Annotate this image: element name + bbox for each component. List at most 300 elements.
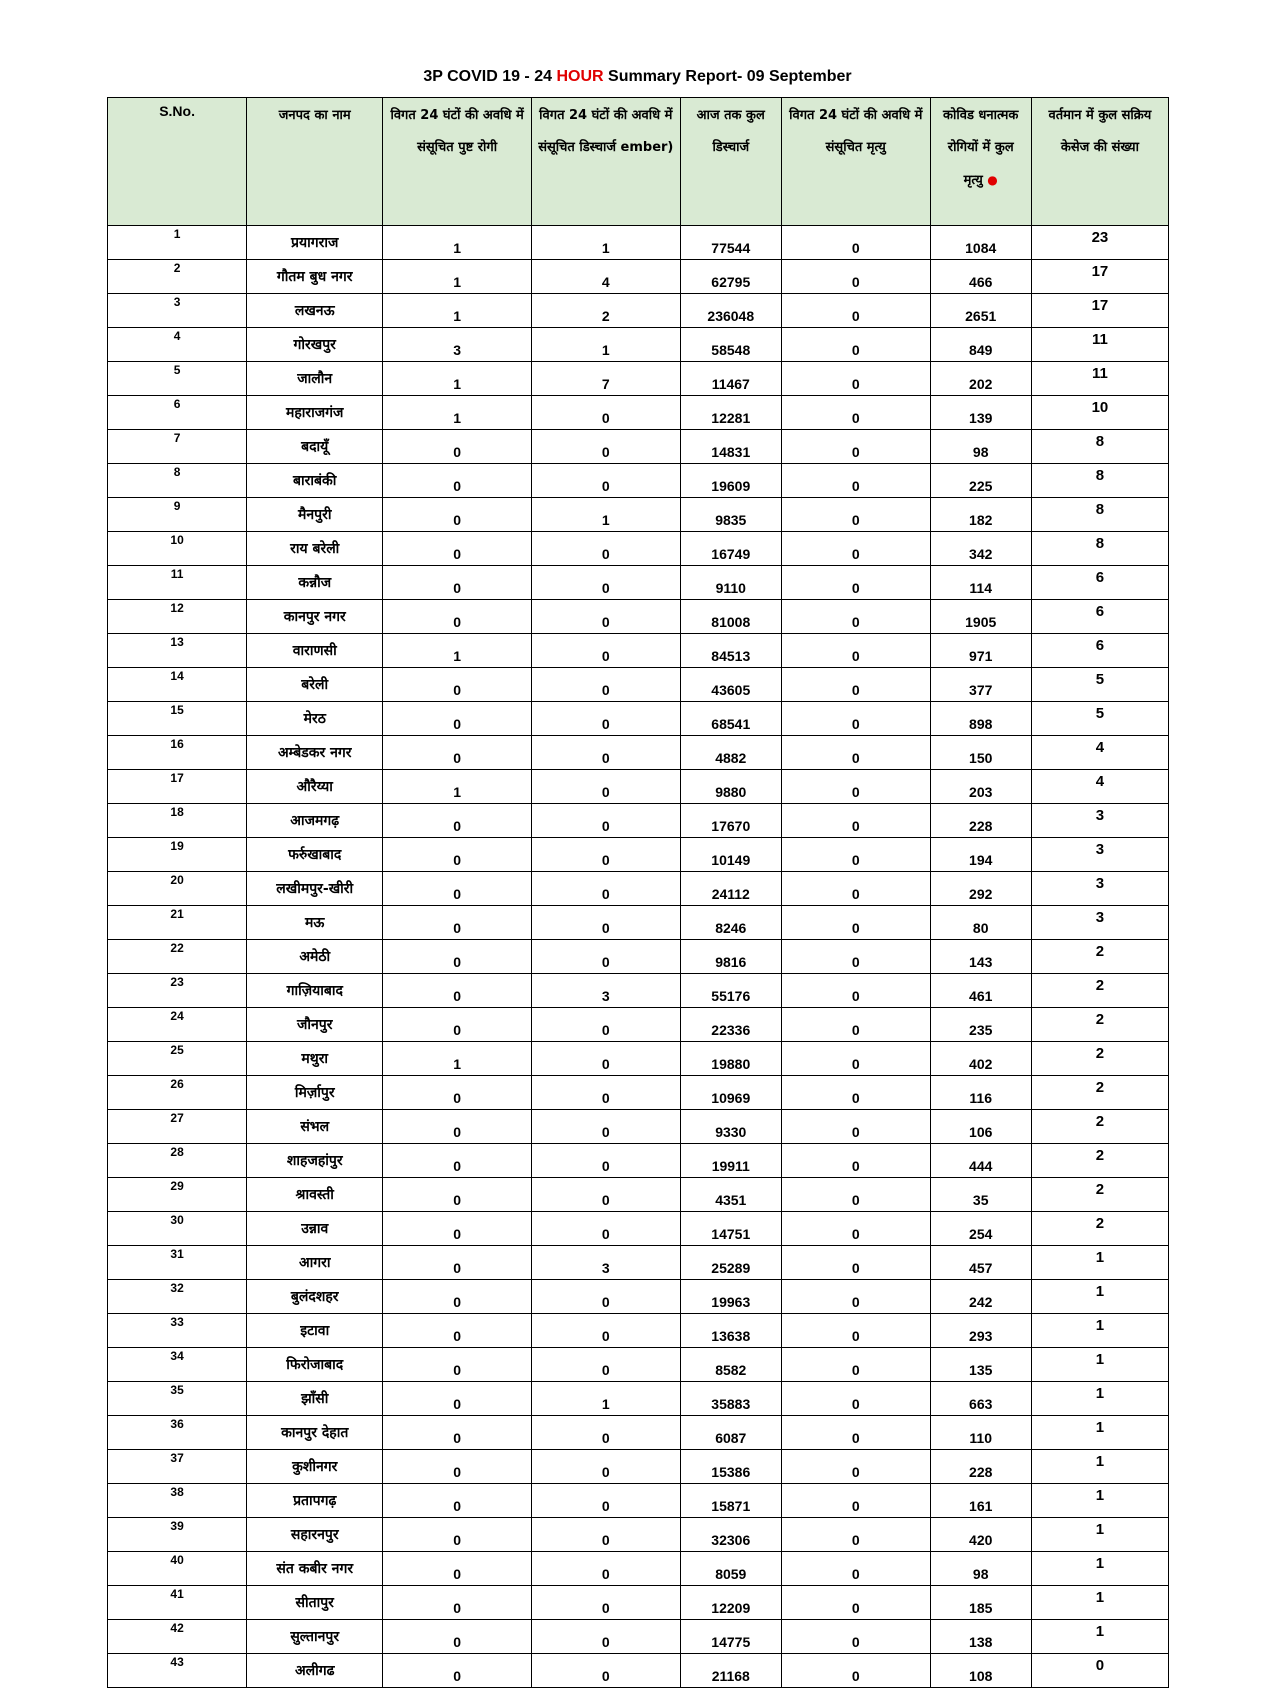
cell-new-cases: 0 xyxy=(383,1382,532,1416)
cell-new-cases: 0 xyxy=(383,1416,532,1450)
cell-active-cases: 0 xyxy=(1031,1654,1168,1688)
cell-total-deaths: 377 xyxy=(930,668,1031,702)
cell-total-discharges: 19880 xyxy=(680,1042,781,1076)
cell-active-cases: 1 xyxy=(1031,1314,1168,1348)
cell-sno: 22 xyxy=(108,940,247,974)
cell-new-deaths: 0 xyxy=(781,1042,930,1076)
cell-new-cases: 0 xyxy=(383,1144,532,1178)
cell-new-deaths: 0 xyxy=(781,226,930,260)
cell-total-deaths: 971 xyxy=(930,634,1031,668)
cell-total-deaths: 292 xyxy=(930,872,1031,906)
cell-sno: 5 xyxy=(108,362,247,396)
cell-sno: 19 xyxy=(108,838,247,872)
cell-active-cases: 1 xyxy=(1031,1280,1168,1314)
cell-total-deaths: 242 xyxy=(930,1280,1031,1314)
cell-district: फर्रुखाबाद xyxy=(247,838,383,872)
cell-total-deaths: 402 xyxy=(930,1042,1031,1076)
cell-new-cases: 0 xyxy=(383,1008,532,1042)
cell-district: गौतम बुध नगर xyxy=(247,260,383,294)
cell-new-cases: 0 xyxy=(383,600,532,634)
cell-new-discharges: 3 xyxy=(531,1246,680,1280)
cell-total-discharges: 24112 xyxy=(680,872,781,906)
cell-district: मथुरा xyxy=(247,1042,383,1076)
cell-total-deaths: 106 xyxy=(930,1110,1031,1144)
cell-district: मऊ xyxy=(247,906,383,940)
cell-new-cases: 0 xyxy=(383,838,532,872)
cell-new-cases: 0 xyxy=(383,566,532,600)
cell-active-cases: 11 xyxy=(1031,362,1168,396)
cell-new-deaths: 0 xyxy=(781,634,930,668)
cell-new-deaths: 0 xyxy=(781,1484,930,1518)
cell-total-discharges: 6087 xyxy=(680,1416,781,1450)
cell-new-discharges: 1 xyxy=(531,328,680,362)
cell-sno: 36 xyxy=(108,1416,247,1450)
table-row xyxy=(108,1042,1169,1076)
cell-new-deaths: 0 xyxy=(781,1144,930,1178)
cell-new-cases: 0 xyxy=(383,1110,532,1144)
cell-new-discharges: 3 xyxy=(531,974,680,1008)
cell-total-deaths: 98 xyxy=(930,430,1031,464)
cell-sno: 6 xyxy=(108,396,247,430)
cell-new-deaths: 0 xyxy=(781,872,930,906)
cell-total-discharges: 12281 xyxy=(680,396,781,430)
table-row xyxy=(108,498,1169,532)
table-row xyxy=(108,906,1169,940)
cell-total-discharges: 9835 xyxy=(680,498,781,532)
cell-total-deaths: 1905 xyxy=(930,600,1031,634)
cell-district: श्रावस्ती xyxy=(247,1178,383,1212)
cell-new-discharges: 0 xyxy=(531,940,680,974)
cell-total-discharges: 43605 xyxy=(680,668,781,702)
cell-active-cases: 3 xyxy=(1031,906,1168,940)
cell-district: अमेठी xyxy=(247,940,383,974)
cell-district: बदायूँ xyxy=(247,430,383,464)
table-row xyxy=(108,294,1169,328)
cell-active-cases: 2 xyxy=(1031,1008,1168,1042)
cell-total-deaths: 114 xyxy=(930,566,1031,600)
cell-total-deaths: 182 xyxy=(930,498,1031,532)
table-row xyxy=(108,1348,1169,1382)
cell-active-cases: 5 xyxy=(1031,702,1168,736)
cell-new-discharges: 0 xyxy=(531,1178,680,1212)
cell-new-cases: 1 xyxy=(383,260,532,294)
cell-active-cases: 6 xyxy=(1031,634,1168,668)
cell-new-cases: 0 xyxy=(383,498,532,532)
cell-new-discharges: 1 xyxy=(531,498,680,532)
cell-active-cases: 17 xyxy=(1031,260,1168,294)
cell-active-cases: 2 xyxy=(1031,1212,1168,1246)
cell-active-cases: 3 xyxy=(1031,872,1168,906)
cell-district: गाज़ियाबाद xyxy=(247,974,383,1008)
table-row xyxy=(108,1416,1169,1450)
cell-total-deaths: 420 xyxy=(930,1518,1031,1552)
cell-active-cases: 1 xyxy=(1031,1484,1168,1518)
cell-new-discharges: 0 xyxy=(531,906,680,940)
cell-total-deaths: 849 xyxy=(930,328,1031,362)
cell-total-discharges: 14831 xyxy=(680,430,781,464)
col-header-new-deaths: विगत 24 घंटों की अवधि में संसूचित मृत्यु xyxy=(781,98,930,226)
cell-sno: 26 xyxy=(108,1076,247,1110)
cell-new-deaths: 0 xyxy=(781,1076,930,1110)
cell-active-cases: 2 xyxy=(1031,974,1168,1008)
table-row xyxy=(108,974,1169,1008)
cell-active-cases: 4 xyxy=(1031,770,1168,804)
cell-new-cases: 3 xyxy=(383,328,532,362)
cell-new-cases: 0 xyxy=(383,1178,532,1212)
cell-new-discharges: 0 xyxy=(531,1110,680,1144)
cell-active-cases: 3 xyxy=(1031,804,1168,838)
cell-total-discharges: 10149 xyxy=(680,838,781,872)
cell-new-discharges: 0 xyxy=(531,838,680,872)
cell-new-discharges: 0 xyxy=(531,1008,680,1042)
table-row xyxy=(108,1178,1169,1212)
cell-district: सहारनपुर xyxy=(247,1518,383,1552)
cell-active-cases: 1 xyxy=(1031,1348,1168,1382)
cell-sno: 2 xyxy=(108,260,247,294)
cell-total-discharges: 55176 xyxy=(680,974,781,1008)
cell-new-deaths: 0 xyxy=(781,328,930,362)
cell-active-cases: 1 xyxy=(1031,1450,1168,1484)
cell-district: शाहजहांपुर xyxy=(247,1144,383,1178)
table-row xyxy=(108,1620,1169,1654)
cell-new-discharges: 0 xyxy=(531,1654,680,1688)
cell-active-cases: 8 xyxy=(1031,532,1168,566)
cell-new-deaths: 0 xyxy=(781,940,930,974)
cell-district: सीतापुर xyxy=(247,1586,383,1620)
cell-sno: 18 xyxy=(108,804,247,838)
col-header-new-cases: विगत 24 घंटों की अवधि में संसूचित पुष्ट रोगी xyxy=(383,98,532,226)
cell-new-discharges: 0 xyxy=(531,1552,680,1586)
cell-new-deaths: 0 xyxy=(781,294,930,328)
cell-active-cases: 1 xyxy=(1031,1246,1168,1280)
cell-district: संभल xyxy=(247,1110,383,1144)
table-row xyxy=(108,872,1169,906)
cell-new-cases: 0 xyxy=(383,702,532,736)
table-row xyxy=(108,566,1169,600)
cell-district: मेरठ xyxy=(247,702,383,736)
cell-new-discharges: 0 xyxy=(531,872,680,906)
summary-table xyxy=(107,97,1169,1688)
cell-new-cases: 0 xyxy=(383,1246,532,1280)
cell-new-deaths: 0 xyxy=(781,498,930,532)
cell-new-deaths: 0 xyxy=(781,668,930,702)
table-row xyxy=(108,1076,1169,1110)
cell-active-cases: 8 xyxy=(1031,430,1168,464)
cell-new-discharges: 0 xyxy=(531,396,680,430)
table-header-row xyxy=(108,98,1169,226)
cell-new-discharges: 0 xyxy=(531,1416,680,1450)
cell-new-discharges: 4 xyxy=(531,260,680,294)
table-row xyxy=(108,328,1169,362)
table-row xyxy=(108,362,1169,396)
cell-new-discharges: 0 xyxy=(531,1484,680,1518)
cell-sno: 11 xyxy=(108,566,247,600)
cell-sno: 25 xyxy=(108,1042,247,1076)
cell-new-discharges: 0 xyxy=(531,736,680,770)
title-prefix: 3P COVID 19 - 24 xyxy=(423,68,552,85)
cell-sno: 27 xyxy=(108,1110,247,1144)
cell-new-deaths: 0 xyxy=(781,362,930,396)
cell-sno: 12 xyxy=(108,600,247,634)
cell-total-discharges: 11467 xyxy=(680,362,781,396)
table-row xyxy=(108,260,1169,294)
cell-active-cases: 2 xyxy=(1031,1144,1168,1178)
cell-new-discharges: 0 xyxy=(531,532,680,566)
cell-new-deaths: 0 xyxy=(781,770,930,804)
cell-active-cases: 17 xyxy=(1031,294,1168,328)
cell-total-discharges: 81008 xyxy=(680,600,781,634)
cell-new-deaths: 0 xyxy=(781,1212,930,1246)
cell-sno: 7 xyxy=(108,430,247,464)
cell-active-cases: 4 xyxy=(1031,736,1168,770)
cell-district: गोरखपुर xyxy=(247,328,383,362)
cell-district: संत कबीर नगर xyxy=(247,1552,383,1586)
cell-district: कानपुर देहात xyxy=(247,1416,383,1450)
cell-active-cases: 2 xyxy=(1031,1110,1168,1144)
cell-active-cases: 1 xyxy=(1031,1518,1168,1552)
cell-total-deaths: 444 xyxy=(930,1144,1031,1178)
cell-new-cases: 1 xyxy=(383,396,532,430)
cell-new-cases: 0 xyxy=(383,974,532,1008)
cell-new-deaths: 0 xyxy=(781,532,930,566)
cell-new-deaths: 0 xyxy=(781,736,930,770)
cell-new-discharges: 0 xyxy=(531,634,680,668)
cell-sno: 10 xyxy=(108,532,247,566)
cell-sno: 13 xyxy=(108,634,247,668)
table-row xyxy=(108,1484,1169,1518)
cell-sno: 37 xyxy=(108,1450,247,1484)
cell-district: जौनपुर xyxy=(247,1008,383,1042)
cell-sno: 8 xyxy=(108,464,247,498)
cell-new-discharges: 0 xyxy=(531,464,680,498)
cell-new-discharges: 1 xyxy=(531,1382,680,1416)
cell-new-deaths: 0 xyxy=(781,600,930,634)
cell-sno: 34 xyxy=(108,1348,247,1382)
cell-new-deaths: 0 xyxy=(781,464,930,498)
cell-active-cases: 2 xyxy=(1031,1042,1168,1076)
cell-total-deaths: 466 xyxy=(930,260,1031,294)
cell-district: राय बरेली xyxy=(247,532,383,566)
cell-new-deaths: 0 xyxy=(781,1348,930,1382)
table-row xyxy=(108,1382,1169,1416)
cell-total-discharges: 32306 xyxy=(680,1518,781,1552)
cell-total-discharges: 21168 xyxy=(680,1654,781,1688)
table-row xyxy=(108,464,1169,498)
cell-active-cases: 10 xyxy=(1031,396,1168,430)
cell-total-deaths: 108 xyxy=(930,1654,1031,1688)
table-row xyxy=(108,1110,1169,1144)
cell-new-discharges: 0 xyxy=(531,668,680,702)
cell-district: आगरा xyxy=(247,1246,383,1280)
cell-new-discharges: 0 xyxy=(531,1620,680,1654)
cell-sno: 17 xyxy=(108,770,247,804)
cell-active-cases: 1 xyxy=(1031,1620,1168,1654)
cell-active-cases: 8 xyxy=(1031,464,1168,498)
cell-total-deaths: 2651 xyxy=(930,294,1031,328)
cell-district: प्रतापगढ़ xyxy=(247,1484,383,1518)
cell-district: लखनऊ xyxy=(247,294,383,328)
cell-new-discharges: 0 xyxy=(531,1042,680,1076)
cell-new-discharges: 1 xyxy=(531,226,680,260)
table-row xyxy=(108,702,1169,736)
table-row xyxy=(108,1450,1169,1484)
cell-new-deaths: 0 xyxy=(781,430,930,464)
cell-new-cases: 0 xyxy=(383,1484,532,1518)
cell-district: जालौन xyxy=(247,362,383,396)
cell-active-cases: 23 xyxy=(1031,226,1168,260)
cell-sno: 42 xyxy=(108,1620,247,1654)
cell-new-deaths: 0 xyxy=(781,1416,930,1450)
cell-new-deaths: 0 xyxy=(781,1246,930,1280)
cell-total-discharges: 15386 xyxy=(680,1450,781,1484)
cell-total-discharges: 9330 xyxy=(680,1110,781,1144)
cell-district: बरेली xyxy=(247,668,383,702)
cell-total-deaths: 293 xyxy=(930,1314,1031,1348)
cell-district: उन्नाव xyxy=(247,1212,383,1246)
cell-new-deaths: 0 xyxy=(781,838,930,872)
cell-sno: 24 xyxy=(108,1008,247,1042)
cell-new-deaths: 0 xyxy=(781,702,930,736)
cell-total-deaths: 185 xyxy=(930,1586,1031,1620)
cell-new-discharges: 0 xyxy=(531,566,680,600)
cell-new-deaths: 0 xyxy=(781,260,930,294)
table-row xyxy=(108,838,1169,872)
cell-active-cases: 6 xyxy=(1031,600,1168,634)
cell-total-discharges: 9816 xyxy=(680,940,781,974)
cell-total-deaths: 225 xyxy=(930,464,1031,498)
cell-total-discharges: 84513 xyxy=(680,634,781,668)
col-header-total-discharges: आज तक कुल डिस्चार्ज xyxy=(680,98,781,226)
cell-sno: 20 xyxy=(108,872,247,906)
table-row xyxy=(108,396,1169,430)
table-row xyxy=(108,804,1169,838)
cell-total-deaths: 98 xyxy=(930,1552,1031,1586)
cell-sno: 43 xyxy=(108,1654,247,1688)
cell-new-cases: 1 xyxy=(383,1042,532,1076)
cell-district: अम्बेडकर नगर xyxy=(247,736,383,770)
cell-sno: 29 xyxy=(108,1178,247,1212)
cell-new-discharges: 2 xyxy=(531,294,680,328)
cell-new-deaths: 0 xyxy=(781,1314,930,1348)
cell-district: झाँसी xyxy=(247,1382,383,1416)
cell-sno: 16 xyxy=(108,736,247,770)
cell-total-discharges: 4351 xyxy=(680,1178,781,1212)
cell-total-discharges: 9110 xyxy=(680,566,781,600)
cell-sno: 3 xyxy=(108,294,247,328)
cell-new-discharges: 0 xyxy=(531,1212,680,1246)
cell-total-deaths: 898 xyxy=(930,702,1031,736)
cell-new-cases: 1 xyxy=(383,770,532,804)
cell-new-cases: 0 xyxy=(383,736,532,770)
cell-new-cases: 0 xyxy=(383,464,532,498)
cell-new-cases: 1 xyxy=(383,226,532,260)
cell-new-cases: 0 xyxy=(383,1620,532,1654)
cell-total-discharges: 35883 xyxy=(680,1382,781,1416)
cell-total-deaths: 342 xyxy=(930,532,1031,566)
cell-total-discharges: 14775 xyxy=(680,1620,781,1654)
cell-total-deaths: 138 xyxy=(930,1620,1031,1654)
cell-total-deaths: 228 xyxy=(930,804,1031,838)
col-header-total-deaths: कोविड धनात्मक रोगियों में कुल मृत्यु ● xyxy=(930,98,1031,226)
cell-sno: 4 xyxy=(108,328,247,362)
cell-sno: 1 xyxy=(108,226,247,260)
cell-new-cases: 0 xyxy=(383,1654,532,1688)
cell-active-cases: 2 xyxy=(1031,1076,1168,1110)
cell-new-cases: 0 xyxy=(383,872,532,906)
table-row xyxy=(108,736,1169,770)
cell-new-discharges: 0 xyxy=(531,804,680,838)
cell-district: लखीमपुर-खीरी xyxy=(247,872,383,906)
cell-new-cases: 0 xyxy=(383,1552,532,1586)
cell-new-cases: 0 xyxy=(383,1450,532,1484)
cell-new-discharges: 0 xyxy=(531,1144,680,1178)
cell-district: कानपुर नगर xyxy=(247,600,383,634)
cell-new-discharges: 0 xyxy=(531,1314,680,1348)
cell-total-discharges: 236048 xyxy=(680,294,781,328)
table-row xyxy=(108,1552,1169,1586)
cell-new-discharges: 0 xyxy=(531,1518,680,1552)
title-suffix: Summary Report- 09 September xyxy=(608,68,852,85)
cell-active-cases: 1 xyxy=(1031,1382,1168,1416)
cell-district: फिरोजाबाद xyxy=(247,1348,383,1382)
cell-new-cases: 1 xyxy=(383,294,532,328)
cell-new-cases: 0 xyxy=(383,940,532,974)
cell-sno: 21 xyxy=(108,906,247,940)
cell-total-deaths: 135 xyxy=(930,1348,1031,1382)
cell-new-deaths: 0 xyxy=(781,906,930,940)
cell-district: कन्नौज xyxy=(247,566,383,600)
cell-new-deaths: 0 xyxy=(781,1518,930,1552)
cell-district: महाराजगंज xyxy=(247,396,383,430)
red-dot-marker: ● xyxy=(987,173,998,187)
cell-active-cases: 2 xyxy=(1031,940,1168,974)
table-row xyxy=(108,1518,1169,1552)
cell-new-discharges: 0 xyxy=(531,1280,680,1314)
cell-sno: 9 xyxy=(108,498,247,532)
cell-total-discharges: 77544 xyxy=(680,226,781,260)
cell-active-cases: 1 xyxy=(1031,1552,1168,1586)
cell-district: प्रयागराज xyxy=(247,226,383,260)
cell-total-deaths: 116 xyxy=(930,1076,1031,1110)
cell-new-deaths: 0 xyxy=(781,1178,930,1212)
table-row xyxy=(108,1212,1169,1246)
cell-sno: 39 xyxy=(108,1518,247,1552)
cell-sno: 33 xyxy=(108,1314,247,1348)
cell-new-deaths: 0 xyxy=(781,566,930,600)
cell-sno: 41 xyxy=(108,1586,247,1620)
cell-new-deaths: 0 xyxy=(781,1382,930,1416)
cell-new-discharges: 0 xyxy=(531,430,680,464)
cell-total-deaths: 254 xyxy=(930,1212,1031,1246)
cell-total-discharges: 14751 xyxy=(680,1212,781,1246)
cell-total-discharges: 8059 xyxy=(680,1552,781,1586)
cell-active-cases: 3 xyxy=(1031,838,1168,872)
cell-new-deaths: 0 xyxy=(781,1586,930,1620)
cell-new-cases: 0 xyxy=(383,906,532,940)
table-row xyxy=(108,940,1169,974)
cell-active-cases: 6 xyxy=(1031,566,1168,600)
cell-active-cases: 1 xyxy=(1031,1416,1168,1450)
cell-new-cases: 0 xyxy=(383,532,532,566)
cell-active-cases: 2 xyxy=(1031,1178,1168,1212)
cell-total-discharges: 16749 xyxy=(680,532,781,566)
col-header-active-cases: वर्तमान में कुल सक्रिय केसेज की संख्या xyxy=(1031,98,1168,226)
table-row xyxy=(108,430,1169,464)
cell-new-discharges: 0 xyxy=(531,600,680,634)
cell-new-deaths: 0 xyxy=(781,974,930,1008)
table-row xyxy=(108,1280,1169,1314)
cell-new-cases: 0 xyxy=(383,1280,532,1314)
